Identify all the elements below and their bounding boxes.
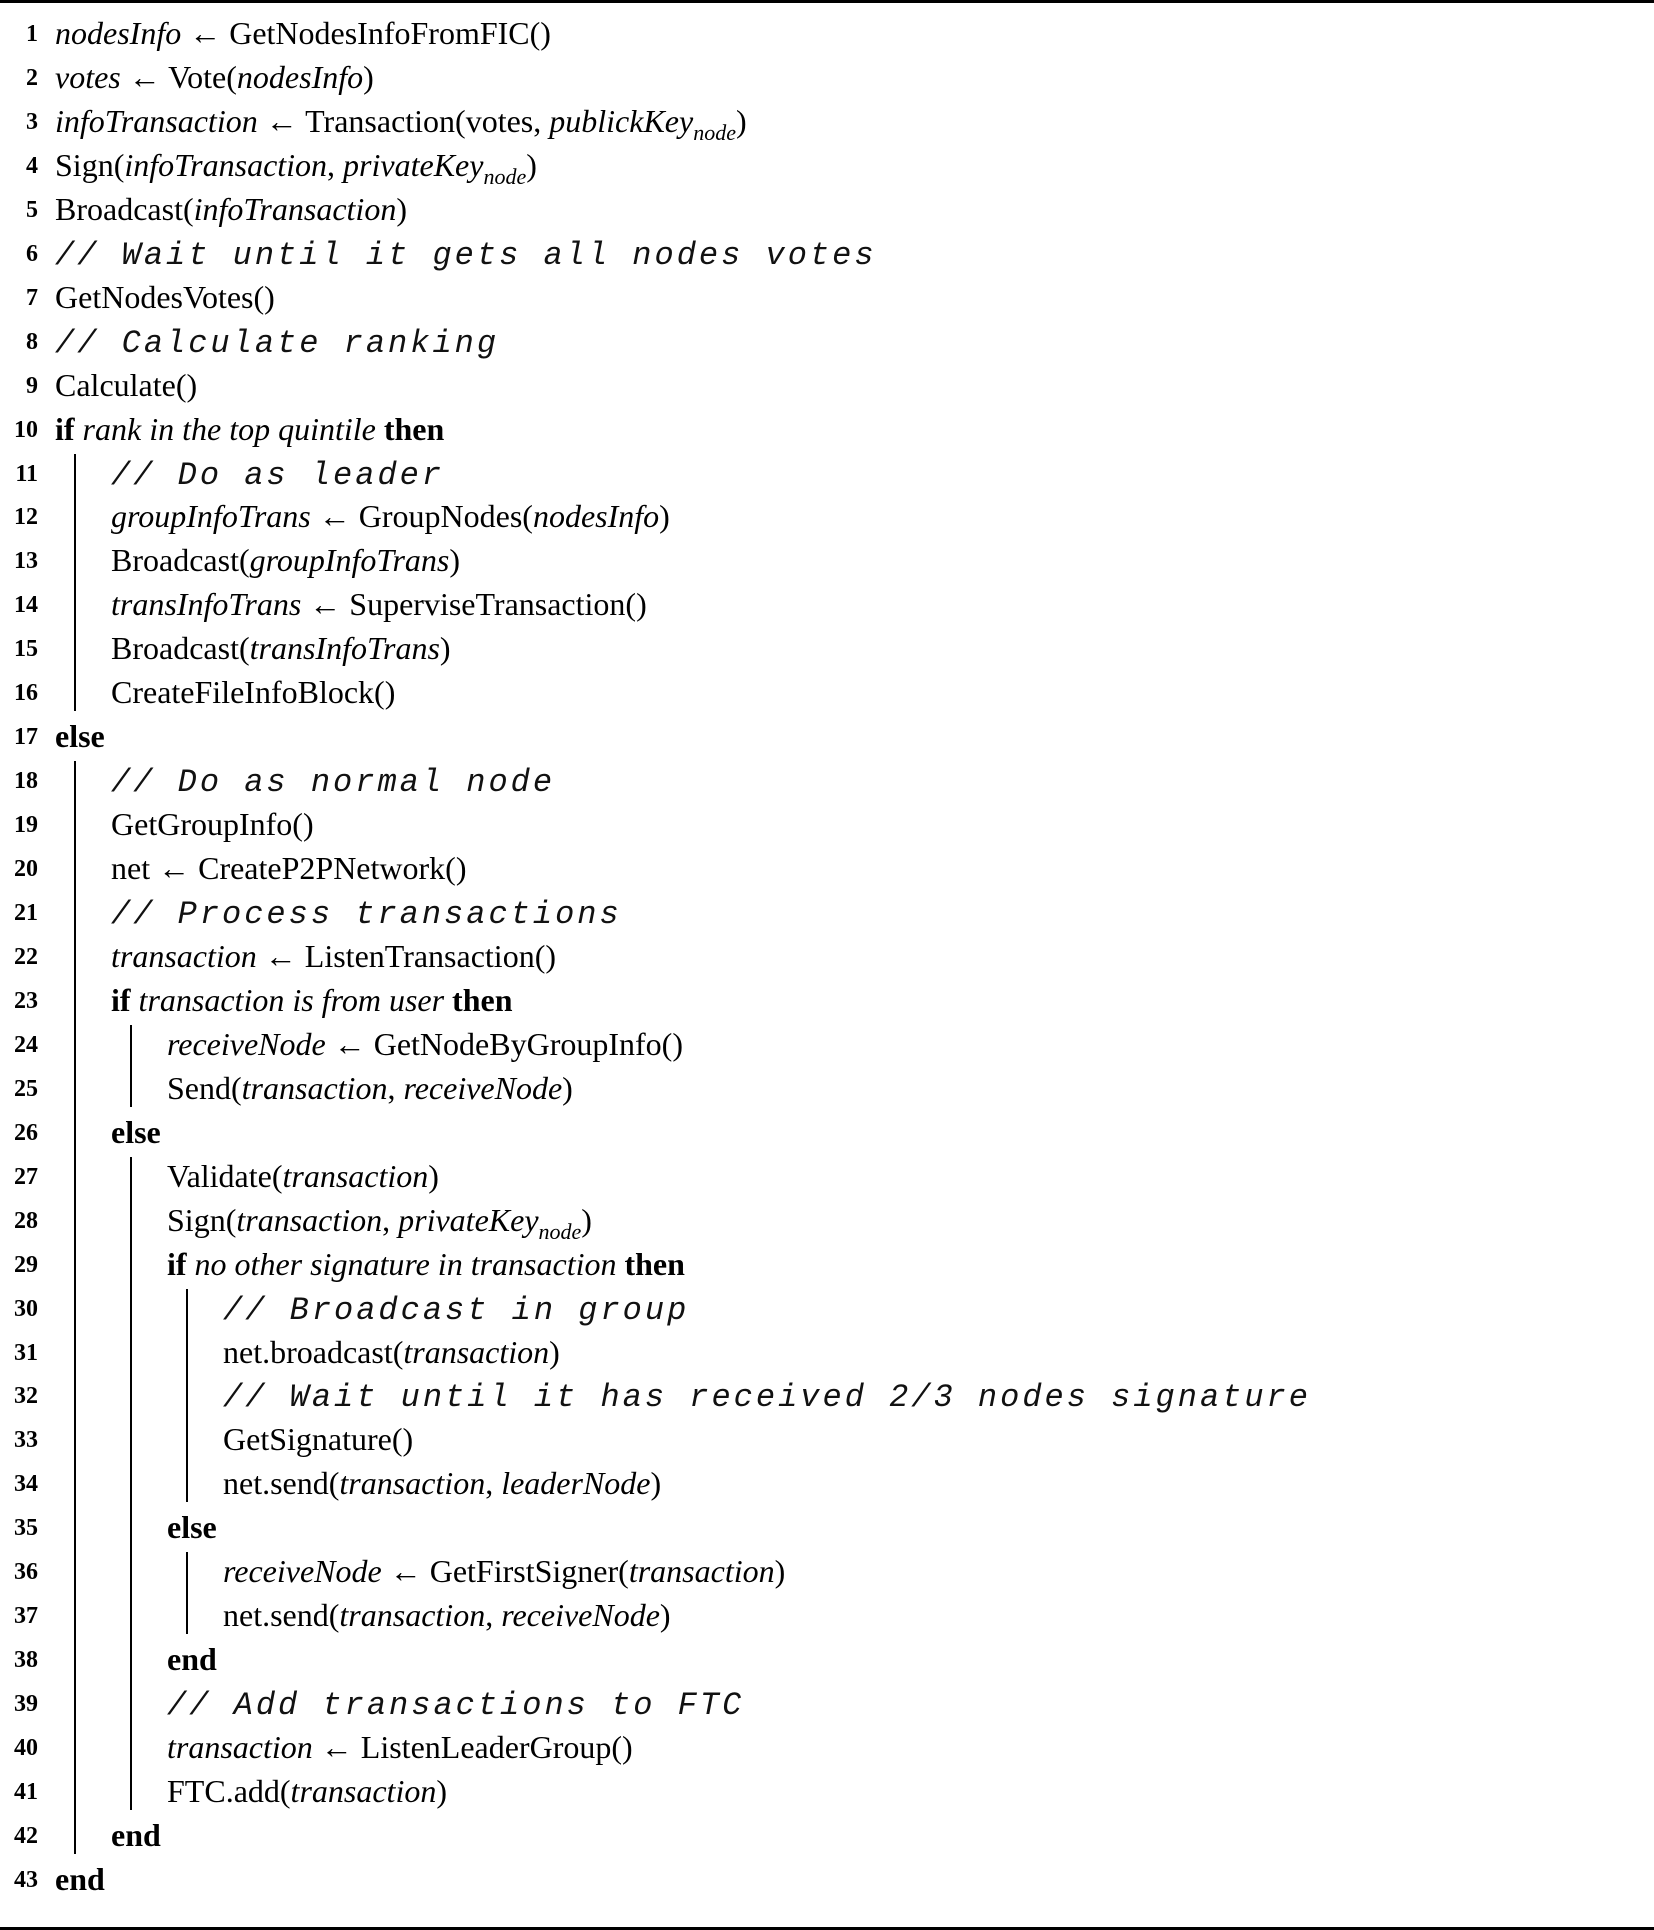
line-code (55, 275, 275, 319)
variable: transaction (167, 1729, 313, 1766)
code-text: Broadcast( (111, 630, 250, 667)
keyword: if (111, 981, 139, 1018)
line-number: 10 (14, 416, 38, 443)
code-text: Send( (167, 1069, 242, 1106)
algorithm-line (0, 1593, 1654, 1637)
keyword: if (55, 410, 83, 447)
line-number: 40 (14, 1735, 38, 1762)
algorithm-line (0, 1549, 1654, 1593)
algorithm-line (0, 55, 1654, 99)
comment: // Add transactions to FTC (167, 1687, 745, 1725)
code-text: net ← CreateP2PNetwork() (111, 850, 467, 887)
line-number: 33 (14, 1427, 38, 1454)
code-text: , (387, 1069, 404, 1106)
keyword: if (167, 1245, 195, 1282)
line-number: 11 (15, 460, 38, 487)
line-number: 6 (26, 240, 38, 267)
variable: infoTransaction (124, 146, 328, 183)
algorithm-line (0, 714, 1654, 758)
comment: // Do as normal node (111, 764, 556, 802)
line-number: 7 (26, 284, 38, 311)
line-number: 14 (14, 592, 38, 619)
code-text: ← GetNodeByGroupInfo() (325, 1025, 683, 1062)
indent-guide (74, 454, 76, 712)
line-code (55, 1857, 105, 1901)
indent-guide (74, 761, 76, 1854)
algorithm-line (0, 275, 1654, 319)
algorithm-line (0, 890, 1654, 934)
line-number: 24 (14, 1031, 38, 1058)
algorithm-line (0, 1637, 1654, 1681)
line-code (55, 143, 537, 187)
indent-guide (130, 1157, 132, 1810)
line-number: 43 (14, 1866, 38, 1893)
variable: transaction (111, 937, 257, 974)
subscript: node (693, 119, 736, 145)
line-code (55, 187, 407, 231)
condition: rank in the top quintile (82, 410, 376, 447)
indent-guide (186, 1289, 188, 1503)
algorithm-line (0, 187, 1654, 231)
keyword: then (375, 410, 445, 447)
line-code (167, 1681, 744, 1728)
line-number: 21 (14, 900, 38, 926)
algorithm-line (0, 1066, 1654, 1110)
code-text: Sign( (55, 146, 125, 183)
line-code (111, 670, 395, 714)
comment: // Calculate ranking (55, 324, 500, 362)
code-text: Calculate() (55, 366, 198, 403)
line-number: 27 (14, 1163, 38, 1190)
algorithm-line (0, 1022, 1654, 1066)
algorithm-line (0, 1417, 1654, 1461)
algorithm-line (0, 1198, 1654, 1242)
line-code (111, 934, 556, 978)
line-code (223, 1286, 689, 1333)
line-number: 42 (14, 1822, 38, 1849)
code-text: net.send( (223, 1465, 340, 1502)
keyword: else (55, 718, 105, 755)
code-text: ) (774, 1553, 786, 1590)
algorithm-line (0, 1461, 1654, 1505)
code-text: ) (428, 1157, 439, 1194)
keyword: end (55, 1860, 105, 1897)
code-text: Broadcast( (55, 190, 194, 227)
keyword: else (167, 1509, 217, 1546)
line-code (111, 582, 647, 626)
line-code (167, 1769, 447, 1813)
line-code (167, 1242, 685, 1286)
algorithm-line (0, 538, 1654, 582)
algorithm-line (0, 407, 1654, 451)
algorithm-line (0, 1857, 1654, 1901)
variable: groupInfoTrans (111, 498, 311, 535)
line-number: 18 (14, 768, 38, 795)
variable: receiveNode (501, 1597, 660, 1634)
line-code (111, 626, 451, 670)
line-number: 22 (14, 943, 38, 970)
code-text: ← ListenTransaction() (256, 937, 556, 974)
line-number: 38 (14, 1647, 38, 1674)
code-text: ) (436, 1773, 447, 1809)
line-number: 15 (14, 636, 38, 663)
comment: // Process transactions (111, 896, 622, 933)
line-number: 37 (14, 1603, 38, 1630)
algorithm-line (0, 231, 1654, 275)
keyword: then (616, 1245, 685, 1282)
variable: transInfoTrans (249, 630, 440, 667)
line-code (167, 1154, 439, 1198)
algorithm-line (0, 1769, 1654, 1813)
algorithm-line (0, 1286, 1654, 1330)
code-text: ) (659, 498, 670, 535)
variable: transaction (628, 1553, 775, 1590)
code-text: , (327, 146, 344, 183)
line-number: 3 (26, 108, 38, 135)
line-number: 16 (14, 680, 38, 707)
code-text: ) (449, 542, 461, 579)
comment: // Wait until it has received 2/3 nodes signature (223, 1379, 1311, 1417)
subscript: node (538, 1218, 582, 1244)
algorithm-line (0, 846, 1654, 890)
variable: transaction (241, 1069, 388, 1106)
line-code (223, 1549, 785, 1593)
keyword: end (167, 1641, 217, 1678)
comment: // Do as leader (111, 456, 445, 494)
line-code (223, 1417, 413, 1461)
code-text: CreateFileInfoBlock() (111, 674, 396, 711)
line-code (223, 1461, 661, 1505)
line-code (111, 1813, 161, 1857)
algorithm-line (0, 1330, 1654, 1374)
code-text: ← GroupNodes( (310, 498, 533, 535)
code-text: , (485, 1597, 502, 1634)
algorithm-line (0, 582, 1654, 626)
line-number: 32 (14, 1383, 38, 1410)
algorithm-line (0, 626, 1654, 670)
indent-guide (130, 1025, 132, 1107)
code-text: ) (735, 102, 747, 139)
line-code (55, 363, 197, 407)
variable: transaction (403, 1333, 550, 1370)
line-number: 1 (26, 21, 38, 47)
condition: no other signature in transaction (194, 1245, 617, 1282)
algorithm-line (0, 1110, 1654, 1154)
line-code (55, 55, 374, 99)
variable: receiveNode (223, 1553, 382, 1590)
line-code (111, 451, 444, 498)
code-text: ) (659, 1597, 671, 1634)
line-number: 25 (14, 1075, 38, 1102)
variable: receiveNode (403, 1069, 563, 1106)
algorithm-line (0, 494, 1654, 538)
line-code (111, 802, 314, 846)
line-number: 41 (14, 1779, 38, 1805)
variable: receiveNode (167, 1025, 326, 1062)
algorithm-line (0, 1154, 1654, 1198)
line-code (111, 494, 670, 538)
line-number: 30 (14, 1295, 38, 1322)
variable: transInfoTrans (111, 586, 302, 623)
algorithm-line (0, 1242, 1654, 1286)
variable: infoTransaction (193, 190, 397, 227)
variable: infoTransaction (55, 102, 258, 139)
code-text: ← GetFirstSigner( (381, 1553, 629, 1590)
code-text: FTC.add( (167, 1773, 291, 1809)
line-code (167, 1198, 592, 1242)
keyword: else (111, 1113, 161, 1150)
comment: // Wait until it gets all nodes votes (55, 236, 877, 274)
indent-guide (186, 1552, 188, 1634)
algorithm-line (0, 1373, 1654, 1417)
line-code (111, 538, 460, 582)
code-text: ) (549, 1333, 560, 1370)
line-code (111, 978, 513, 1022)
algorithm-line (0, 363, 1654, 407)
line-number: 26 (14, 1119, 38, 1146)
line-number: 5 (26, 196, 38, 223)
line-code (167, 1505, 217, 1549)
line-code (55, 99, 747, 143)
line-code (55, 714, 105, 758)
line-number: 28 (14, 1207, 38, 1234)
algorithm-line (0, 451, 1654, 495)
code-text: ← ListenLeaderGroup() (312, 1729, 633, 1766)
line-number: 36 (14, 1559, 38, 1586)
variable: publickKey (549, 102, 694, 139)
line-number: 2 (26, 64, 38, 91)
line-code (167, 1637, 217, 1681)
line-code (55, 231, 877, 278)
code-text: ) (439, 630, 451, 667)
code-text: net.broadcast( (223, 1333, 404, 1370)
variable: transaction (290, 1773, 437, 1809)
line-code (111, 758, 555, 805)
algorithm-line (0, 99, 1654, 143)
line-number: 34 (14, 1471, 38, 1498)
code-text: Validate( (167, 1157, 283, 1194)
algorithm-line (0, 1681, 1654, 1725)
condition: transaction is from user (138, 981, 445, 1018)
code-text: ← GetNodesInfoFromFIC() (181, 15, 551, 51)
line-code (111, 1110, 161, 1154)
algorithm-line (0, 978, 1654, 1022)
variable: nodesInfo (236, 58, 364, 95)
line-number: 17 (14, 724, 38, 751)
line-code (55, 319, 499, 366)
keyword: then (444, 981, 513, 1018)
line-number: 39 (14, 1691, 38, 1718)
variable: privateKey (343, 146, 484, 183)
variable: transaction (282, 1157, 429, 1194)
algorithm-line (0, 1725, 1654, 1769)
line-code (111, 846, 466, 890)
code-text: , (485, 1465, 502, 1502)
line-number: 31 (14, 1339, 38, 1366)
line-code (223, 1330, 560, 1374)
line-number: 8 (26, 328, 38, 355)
line-number: 23 (14, 987, 38, 1014)
algorithm-line (0, 143, 1654, 187)
code-text: , (382, 1201, 399, 1238)
code-text: Broadcast( (111, 542, 250, 579)
line-number: 4 (26, 152, 38, 179)
variable: nodesInfo (532, 498, 660, 535)
keyword: end (111, 1816, 161, 1853)
line-number: 19 (14, 812, 38, 839)
variable: groupInfoTrans (249, 542, 450, 579)
variable: privateKey (398, 1201, 539, 1238)
algorithm-line (0, 802, 1654, 846)
line-number: 35 (14, 1515, 38, 1542)
variable: leaderNode (501, 1465, 651, 1502)
variable: transaction (339, 1465, 486, 1502)
line-number: 12 (14, 504, 38, 531)
line-code (223, 1373, 1311, 1420)
line-code (223, 1593, 671, 1637)
subscript: node (483, 163, 527, 189)
algorithm-line (0, 934, 1654, 978)
line-code (167, 1066, 573, 1110)
code-text: GetSignature() (223, 1421, 414, 1458)
variable: votes (55, 58, 121, 95)
algorithm-line (0, 1813, 1654, 1857)
code-text: GetGroupInfo() (111, 806, 314, 843)
code-text: ) (396, 190, 407, 227)
variable: transaction (339, 1597, 486, 1634)
comment: // Broadcast in group (223, 1291, 690, 1329)
line-code (55, 407, 444, 451)
algorithm-line (0, 758, 1654, 802)
code-text: net.send( (223, 1597, 340, 1634)
algorithm-line (0, 11, 1654, 55)
algorithm-line (0, 319, 1654, 363)
line-number: 13 (14, 548, 38, 575)
code-text: ← Vote( (120, 58, 237, 95)
line-code (111, 890, 622, 937)
code-text: Sign( (167, 1201, 237, 1238)
algorithm-line (0, 1505, 1654, 1549)
code-text: GetNodesVotes() (55, 278, 275, 315)
line-code (55, 11, 551, 55)
line-number: 9 (26, 372, 38, 399)
line-number: 20 (14, 856, 38, 883)
variable: nodesInfo (55, 15, 182, 51)
code-text: ) (363, 58, 374, 95)
line-number: 29 (14, 1251, 38, 1278)
code-text: ) (526, 146, 537, 183)
line-code (167, 1022, 683, 1066)
code-text: ← SuperviseTransaction() (301, 586, 647, 623)
line-code (167, 1725, 633, 1769)
variable: transaction (236, 1201, 383, 1238)
code-text: ← Transaction(votes, (257, 102, 550, 139)
code-text: ) (562, 1069, 573, 1106)
code-text: ) (581, 1201, 592, 1238)
code-text: ) (650, 1465, 662, 1502)
algorithm-line (0, 670, 1654, 714)
